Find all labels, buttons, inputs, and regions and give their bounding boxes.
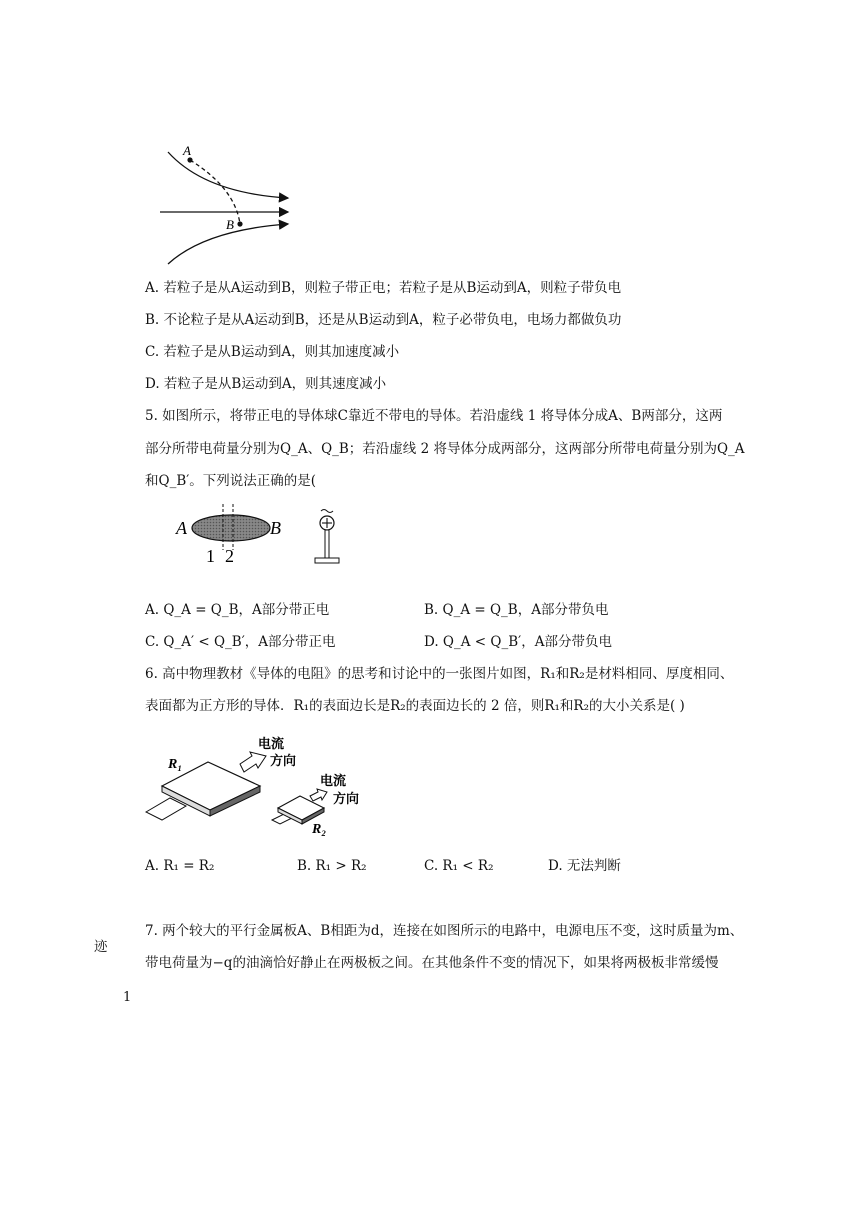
q4-option-a: A. 若粒子是从A运动到B，则粒子带正电；若粒子是从B运动到A，则粒子带负电	[145, 280, 622, 296]
upper-field-line	[168, 152, 288, 198]
q5-option-c: C. Q_A′ < Q_B′，A部分带正电	[145, 634, 336, 650]
q6-resistor-figure	[140, 734, 380, 838]
conductor-label-b: B	[270, 518, 281, 538]
conductor-label-a: A	[176, 518, 187, 538]
r1-direction-label: 方向	[270, 753, 297, 768]
r1-current-label: 电流	[258, 736, 285, 751]
q4-field-figure	[150, 138, 300, 268]
r1-label: R₁	[168, 757, 183, 772]
point-a	[187, 157, 192, 162]
q5-stem-line-2: 部分所带电荷量分别为Q_A、Q_B；若沿虚线 2 将导体分成两部分，这两部分所带电荷量分别为Q_A	[145, 441, 745, 457]
sphere-top-mark	[321, 510, 333, 513]
particle-trajectory	[190, 160, 240, 224]
point-b	[237, 221, 242, 226]
cut-line-1-label: 1	[206, 546, 215, 566]
q5-option-b: B. Q_A = Q_B，A部分带负电	[424, 602, 609, 618]
page-number: 1	[123, 990, 132, 1005]
q5-stem-line-1: 5. 如图所示，将带正电的导体球C靠近不带电的导体。若沿虚线 1 将导体分成A、B两部分，这两	[145, 408, 723, 424]
margin-side-char: 迹	[94, 939, 108, 955]
q7-stem-line-1: 7. 两个较大的平行金属板A、B相距为d，连接在如图所示的电路中，电源电压不变，这时质量为m、	[145, 923, 744, 939]
q6-option-c: C. R₁ < R₂	[424, 858, 494, 874]
label-b: B	[226, 217, 234, 232]
conductor-body	[192, 515, 270, 541]
q6-stem-line-1: 6. 高中物理教材《导体的电阻》的思考和讨论中的一张图片如图，R₁和R₂是材料相同、厚度相同、	[145, 666, 734, 682]
r2-current-arrow	[310, 789, 327, 801]
q6-option-b: B. R₁ > R₂	[297, 858, 367, 874]
label-a: A	[183, 143, 191, 158]
q5-option-a: A. Q_A = Q_B，A部分带正电	[145, 602, 330, 618]
q4-option-b: B. 不论粒子是从A运动到B，还是从B运动到A，粒子必带负电，电场力都做负功	[145, 312, 622, 328]
r1-current-arrow	[240, 752, 266, 772]
q4-option-d: D. 若粒子是从B运动到A，则其速度减小	[145, 376, 387, 392]
q5-stem-line-3: 和Q_B′。下列说法正确的是(	[145, 473, 317, 489]
r2-label: R₂	[312, 822, 327, 837]
q5-option-d: D. Q_A < Q_B′，A部分带负电	[424, 634, 612, 650]
r2-direction-label: 方向	[333, 791, 360, 806]
stand-pole	[325, 530, 329, 558]
q4-option-c: C. 若粒子是从B运动到A，则其加速度减小	[145, 344, 400, 360]
q6-stem-line-2: 表面都为正方形的导体．R₁的表面边长是R₂的表面边长的 2 倍，则R₁和R₂的大小关系是( )	[145, 698, 685, 714]
stand-base	[315, 558, 339, 563]
q7-stem-line-2: 带电荷量为−q的油滴恰好静止在两极板之间。在其他条件不变的情况下，如果将两极板非常缓慢	[145, 955, 719, 971]
q6-option-d: D. 无法判断	[548, 858, 621, 874]
q5-conductor-figure	[170, 500, 370, 570]
cut-line-2-label: 2	[225, 546, 234, 566]
r2-current-label: 电流	[320, 773, 347, 788]
q6-option-a: A. R₁ = R₂	[145, 858, 215, 874]
